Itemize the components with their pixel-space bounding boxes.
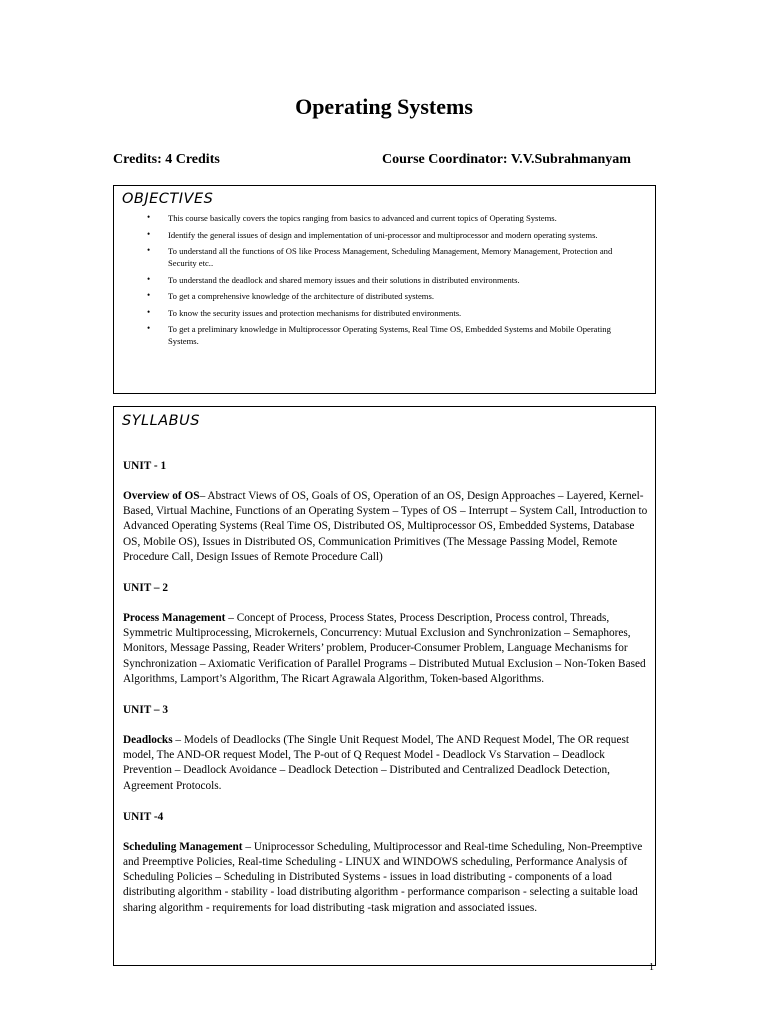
objective-text: This course basically covers the topics ranging from basics to advanced and current topics of Operating Systems.	[168, 213, 557, 223]
syllabus-body	[123, 459, 648, 932]
objective-text: To understand all the functions of OS like Process Management, Scheduling Management, Memory Management, Protection and Security etc..	[168, 246, 613, 268]
objective-item	[147, 212, 637, 224]
unit-heading: UNIT - 1	[123, 460, 167, 472]
unit-topic: Deadlocks	[123, 734, 173, 747]
bullet-icon: •	[147, 290, 151, 300]
unit-text: – Uniprocessor Scheduling, Multiprocessor and Real-time Scheduling, Non-Preemptive and Preemptive Policies, Real-time Scheduling - LINUX and WINDOWS scheduling, Performance Analysis of Scheduling Policies – Scheduling in Distributed Systems - issues in load distributing - components of a load distributing algorithm - stability - load distributing algorithm - performance comparison - selecting a suitable load sharing algorithm - requirements for load distributing -task migration and associated issues.	[123, 840, 643, 914]
unit-description	[123, 611, 648, 687]
unit-text: – Models of Deadlocks (The Single Unit Request Model, The AND Request Model, The OR request model, The AND-OR request Model, The P-out of Q Request Model - Deadlock Vs Starvation – Deadlock Prevention – Deadlock Avoidance – Deadlock Detection – Distributed and Centralized Deadlock Detection, Agreement Protocols.	[123, 734, 630, 792]
bullet-icon: •	[147, 212, 151, 222]
unit-topic: Process Management	[123, 612, 226, 625]
objective-text: To know the security issues and protection mechanisms for distributed environments.	[168, 307, 462, 318]
unit-text: – Concept of Process, Process States, Process Description, Process control, Threads, Symmetric Multiprocessing, Microkernels, Concurrency: Mutual Exclusion and Synchronization – Semaphores, Monitors, Message Passing, Reader Writers’ problem, Producer-Consumer Problem, Language Mechanisms for Synchronization – Axiomatic Verification of Parallel Programs – Distributed Mutual Exclusion – Non-Token Based Algorithms, Lamport’s Algorithm, The Ricart Agrawala Algorithm, Token-based Algorithms.	[123, 612, 646, 685]
objectives-heading: OBJECTIVES	[122, 191, 214, 207]
unit-heading: UNIT -4	[123, 810, 164, 823]
objective-text: To get a preliminary knowledge in Multiprocessor Operating Systems, Real Time OS, Embedded Systems and Mobile Operating Systems.	[168, 324, 611, 346]
objective-item	[147, 274, 637, 286]
bullet-icon: •	[147, 245, 151, 255]
unit-topic: Overview of OS	[123, 490, 200, 502]
objectives-box	[113, 185, 656, 394]
syllabus-box	[113, 406, 656, 966]
bullet-icon: •	[147, 228, 151, 239]
unit-topic: Scheduling Management	[123, 840, 243, 853]
document-title: Operating Systems	[295, 94, 473, 119]
syllabus-heading: SYLLABUS	[122, 413, 200, 429]
page-number: 1	[649, 962, 654, 973]
unit-description	[123, 840, 648, 916]
objective-item	[147, 307, 637, 319]
bullet-icon: •	[147, 273, 151, 284]
bullet-icon: •	[147, 323, 151, 333]
objective-text: Identify the general issues of design and implementation of uni-processor and multiprocessor and modern operating systems.	[168, 229, 598, 240]
unit-description	[123, 733, 648, 794]
bullet-icon: •	[147, 306, 151, 317]
objective-item	[147, 229, 637, 241]
course-coordinator-label: Course Coordinator: V.V.Subrahmanyam	[382, 152, 631, 167]
objective-text: To get a comprehensive knowledge of the architecture of distributed systems.	[168, 291, 434, 301]
objective-item	[147, 290, 637, 302]
unit-description	[123, 489, 648, 565]
unit-heading: UNIT – 3	[123, 704, 168, 717]
objective-item	[147, 323, 637, 347]
unit-text: – Abstract Views of OS, Goals of OS, Operation of an OS, Design Approaches – Layered, Kernel-Based, Virtual Machine, Functions of an Operating System – Types of OS – Interrupt – System Call, Introduction to Advanced Operating Systems (Real Time OS, Distributed OS, Multiprocessor OS, Embedded Systems, Database OS, Mobile OS), Issues in Distributed OS, Communication Primitives (The Message Passing Model, Remote Procedure Call, Design Issues of Remote Procedure Call)	[123, 490, 648, 563]
credits-label: Credits: 4 Credits	[113, 152, 220, 167]
objective-text: To understand the deadlock and shared memory issues and their solutions in distributed environments.	[168, 274, 520, 285]
objectives-list	[147, 212, 637, 352]
unit-heading: UNIT – 2	[123, 582, 168, 595]
objective-item	[147, 245, 637, 269]
